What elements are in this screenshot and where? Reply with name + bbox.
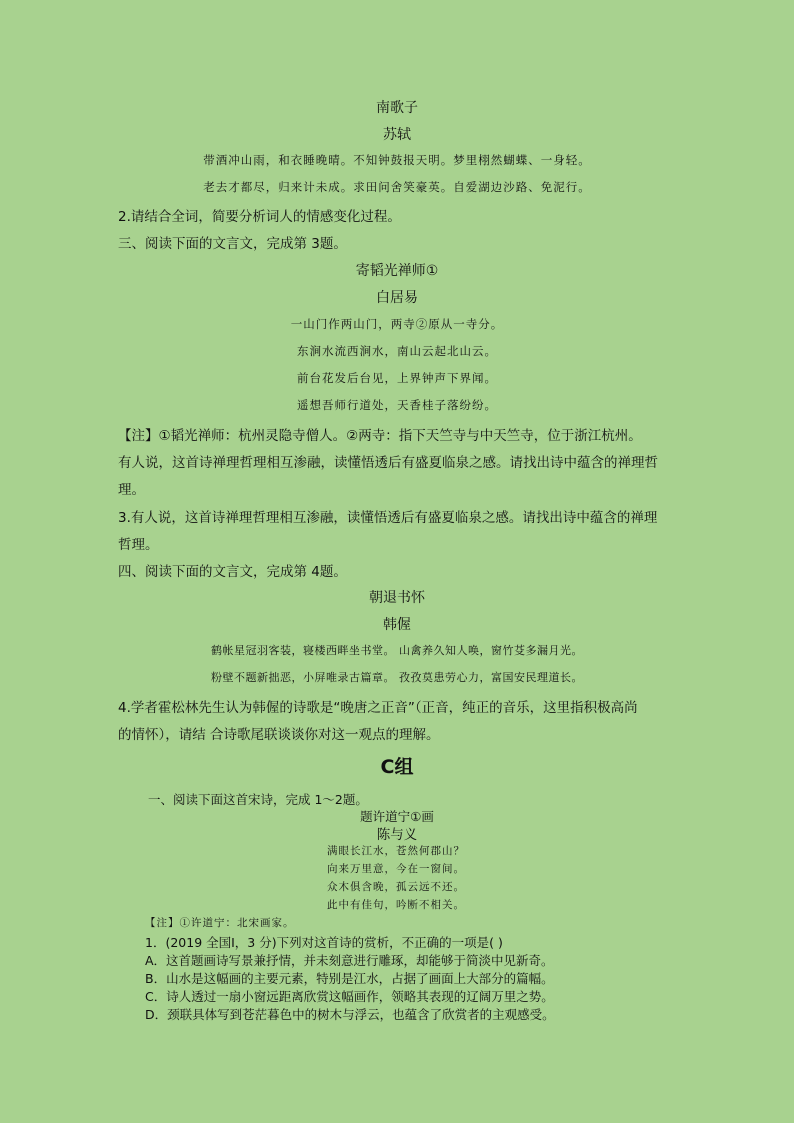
poem1-line: 老去才都尽，归来计未成。求田问舍笑豪英。自爱湖边沙路、免泥行。 [203,180,591,194]
question-4-line: 4.学者霍松林先生认为韩偓的诗歌是“晚唐之正音”（正音，纯正的音乐，这里指积极高尚 [118,700,638,716]
part4-intro: 四、阅读下面的文言文，完成第 4题。 [118,564,347,580]
question-3-line: 哲理。 [118,537,159,553]
option-c: C．诗人透过一扇小窗远距离欣赏这幅画作，领略其表现的辽阔万里之势。 [145,989,554,1004]
poem3-author: 韩偓 [383,617,411,633]
question-2: 2.请结合全词，简要分析词人的情感变化过程。 [118,209,401,225]
question-3-line: 3.有人说，这首诗禅理哲理相互渗融，读懂悟透后有盛夏临泉之感。请找出诗中蕴含的禅理 [118,510,658,526]
poem1-title: 南歌子 [376,100,418,116]
note-line: 有人说，这首诗禅理哲理相互渗融，读懂悟透后有盛夏临泉之感。请找出诗中蕴含的禅理哲 [118,455,658,471]
poem4-note: 【注】①许道宁：北宋画家。 [145,917,295,929]
poem4-title: 题许道宁①画 [360,809,434,824]
poem4-line: 向来万里意，今在一窗间。 [327,863,465,875]
option-d: D．颈联具体写到苍茫暮色中的树木与浮云，也蕴含了欣赏者的主观感受。 [145,1007,555,1022]
part3-intro: 三、阅读下面的文言文，完成第 3题。 [118,236,347,252]
poem4-line: 众木俱含晚，孤云远不还。 [327,881,465,893]
poem1-author: 苏轼 [383,127,411,143]
poem2-line: 东涧水流西涧水，南山云起北山云。 [297,344,497,358]
section-c-heading: C组 [380,756,414,778]
note-line: 理。 [118,482,145,498]
poem3-title: 朝退书怀 [369,590,425,606]
poem2-line: 前台花发后台见，上界钟声下界闻。 [297,371,497,385]
question-1-stem: 1．(2019 全国Ⅰ，3 分)下列对这首诗的赏析，不正确的一项是( ) [145,935,503,950]
poem2-author: 白居易 [376,290,418,306]
option-b: B．山水是这幅画的主要元素，特别是江水，占据了画面上大部分的篇幅。 [145,971,554,986]
note-line: 【注】①韬光禅师：杭州灵隐寺僧人。②两寺：指下天竺寺与中天竺寺，位于浙江杭州。 [118,428,642,444]
poem1-line: 带酒冲山雨，和衣睡晚晴。不知钟鼓报天明。梦里栩然蝴蝶、一身轻。 [203,153,591,167]
section-c-intro: 一、阅读下面这首宋诗，完成 1～2题。 [148,792,368,807]
poem2-line: 一山门作两山门，两寺②原从一寺分。 [290,317,504,331]
poem3-line: 粉壁不题新拙恶，小屏唯录古篇章。 孜孜莫患劳心力，富国安民理道长。 [211,671,583,684]
question-4-line: 的情怀），请结 合诗歌尾联谈谈你对这一观点的理解。 [118,727,440,743]
poem4-author: 陈与义 [376,827,418,843]
poem3-line: 鹤帐星冠羽客装，寝楼西畔坐书堂。 山禽养久知人唤，窗竹芟多漏月光。 [211,644,583,657]
poem4-line: 此中有佳句，吟断不相关。 [327,899,465,911]
poem4-line: 满眼长江水，苍然何郡山？ [327,845,465,857]
poem2-line: 遥想吾师行道处，天香桂子落纷纷。 [297,398,497,412]
option-a: A．这首题画诗写景兼抒情，并未刻意进行雕琢，却能够于简淡中见新奇。 [145,953,554,968]
poem2-title: 寄韬光禅师① [355,263,439,279]
